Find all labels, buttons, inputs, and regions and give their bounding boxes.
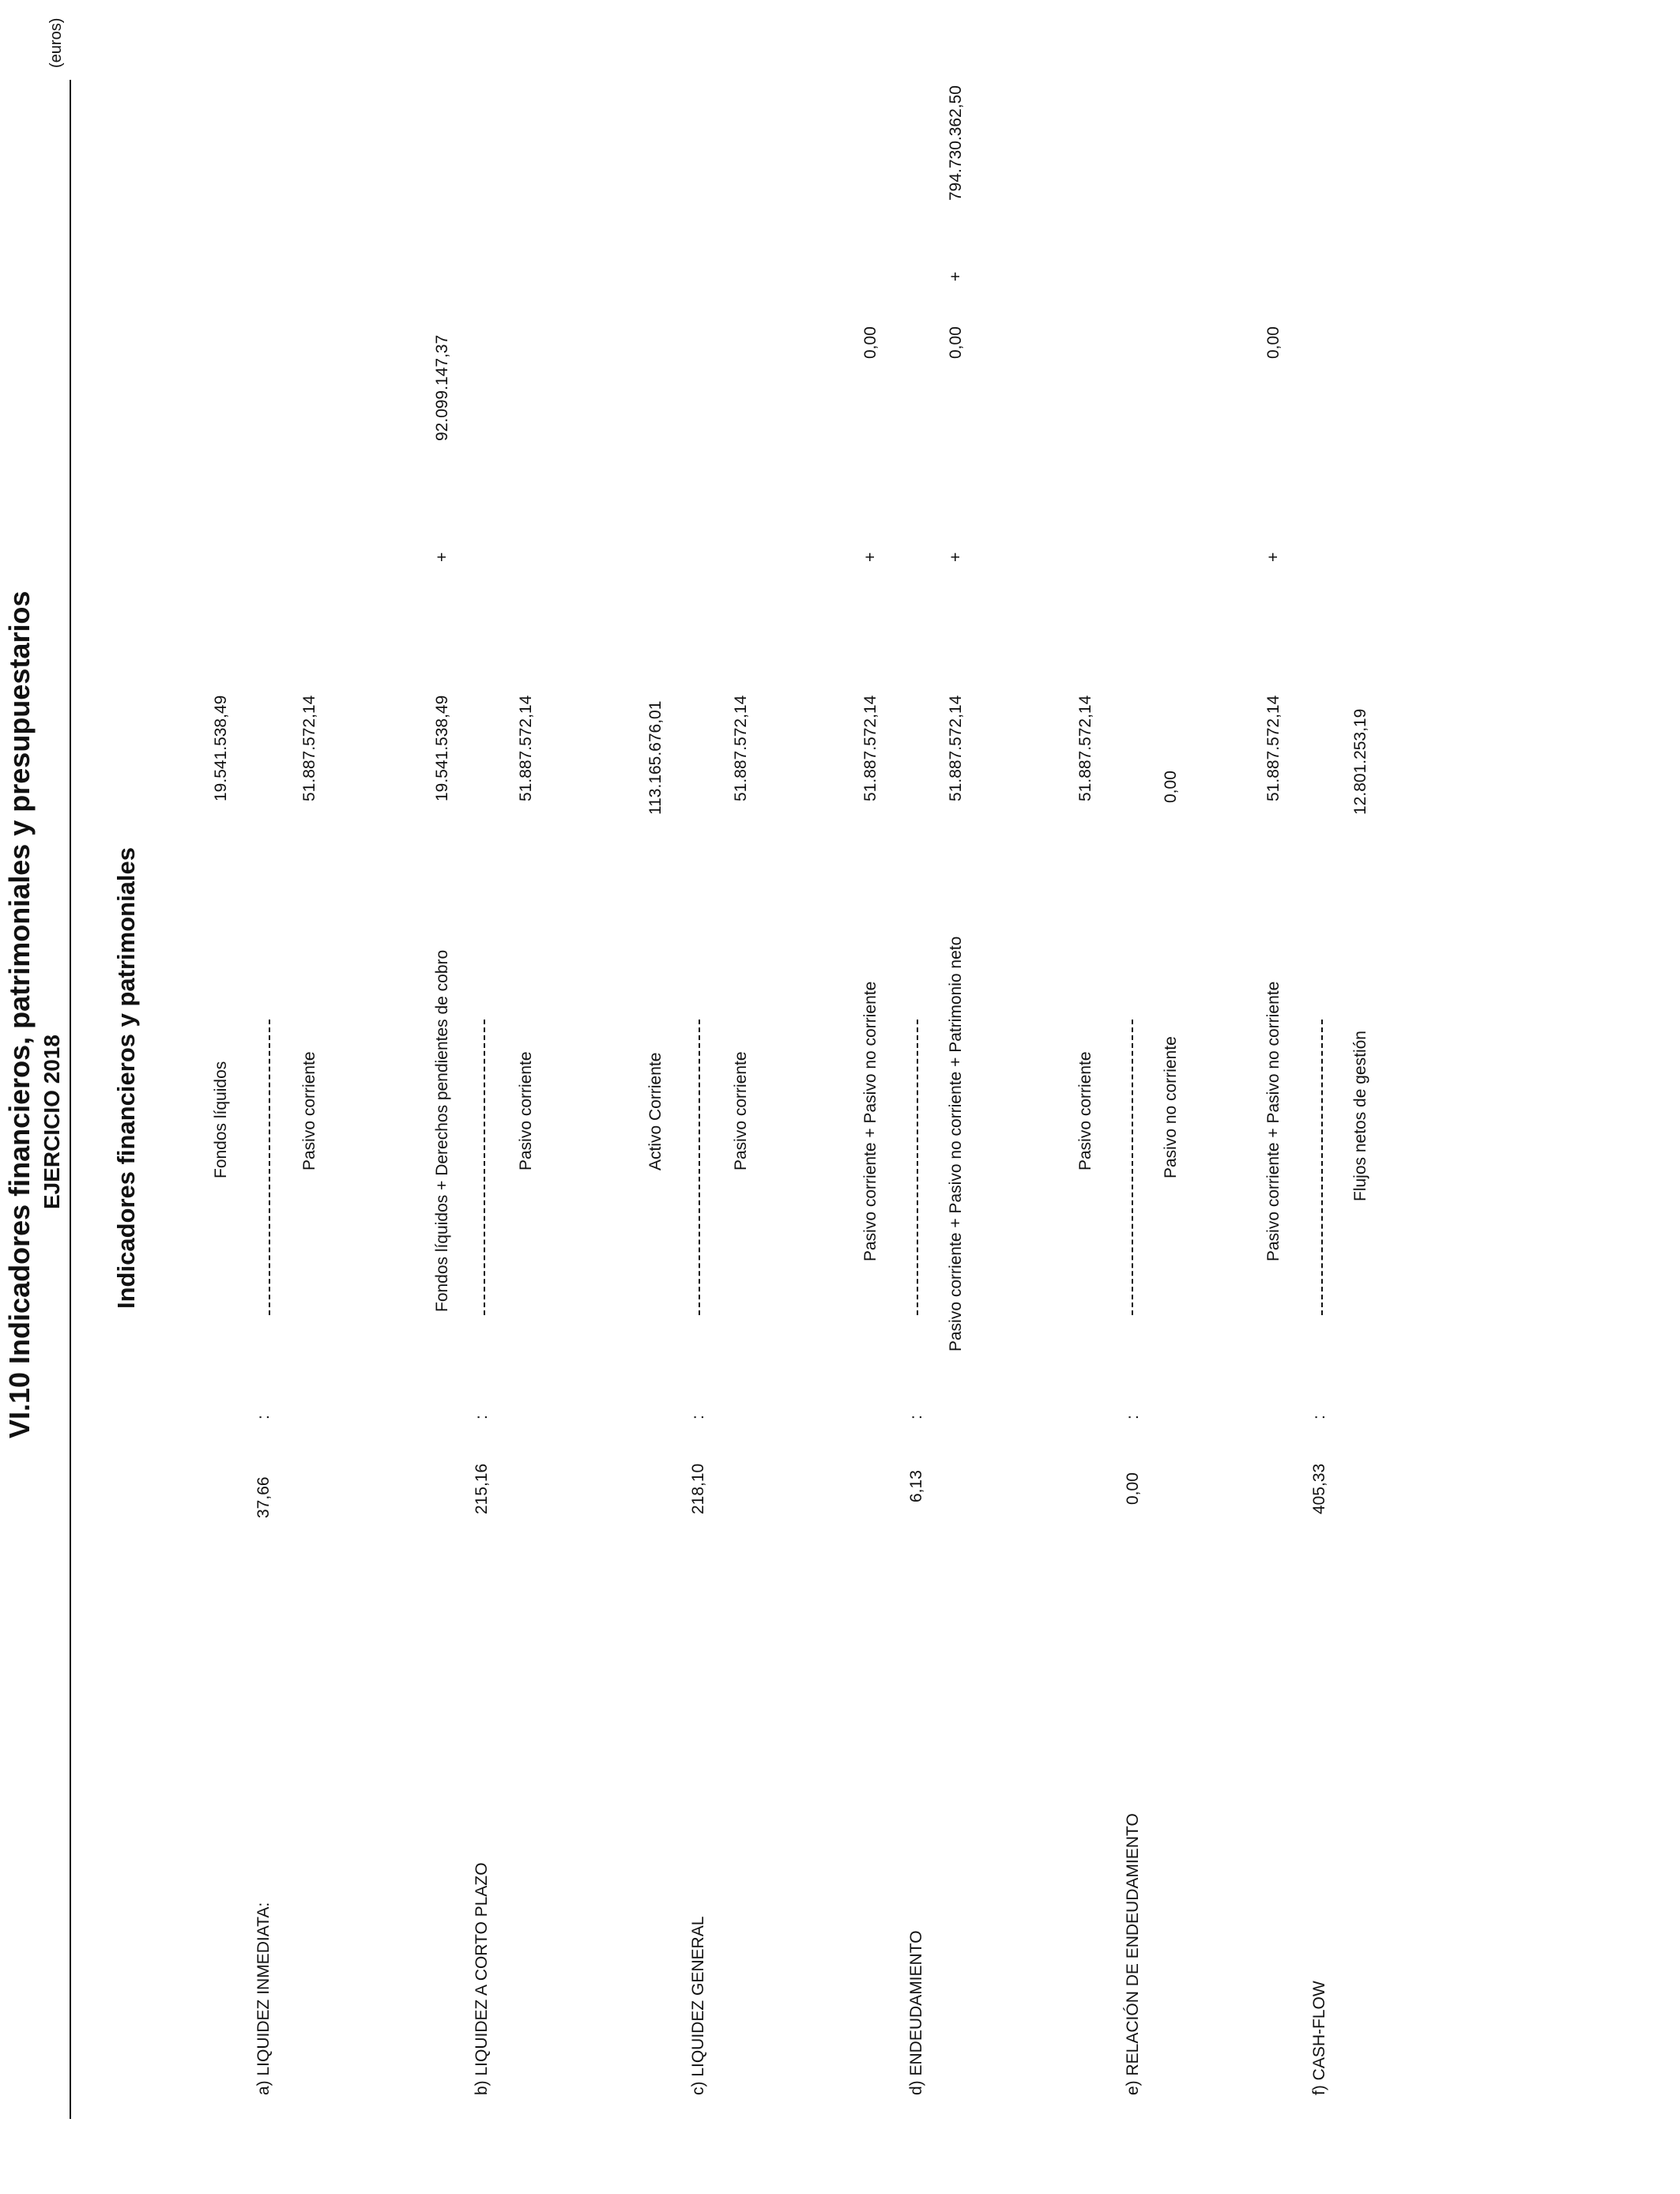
indicator-result: 215,16 xyxy=(473,1463,491,1514)
denominator-value: 51.887.572,14 xyxy=(300,695,318,801)
numerator-label: Pasivo corriente + Pasivo no corriente xyxy=(861,981,880,1261)
indicator-colon: : xyxy=(689,1415,707,1419)
indicator-name: d) ENDEUDAMIENTO xyxy=(907,1930,925,2095)
page-subtitle: EJERCICIO 2018 xyxy=(40,1035,64,1209)
denominator-label: Pasivo corriente + Pasivo no corriente + Patrimonio neto xyxy=(947,936,965,1351)
numerator-plus: + xyxy=(1264,552,1283,562)
numerator-value: 19.541.538,49 xyxy=(433,695,451,801)
indicator-name: b) LIQUIDEZ A CORTO PLAZO xyxy=(473,1862,491,2095)
indicator-colon: : xyxy=(907,1415,925,1419)
denominator-value: 51.887.572,14 xyxy=(947,695,965,801)
numerator-label: Fondos líquidos xyxy=(212,1061,230,1178)
indicator-colon: : xyxy=(473,1415,491,1419)
numerator-value: 19.541.538,49 xyxy=(212,695,230,801)
numerator-plus: + xyxy=(861,552,880,562)
numerator-value-2: 0,00 xyxy=(1264,326,1283,359)
denominator-plus: + xyxy=(947,552,965,562)
numerator-value: 51.887.572,14 xyxy=(1264,695,1283,801)
fraction-line xyxy=(917,1020,918,1315)
indicator-result: 405,33 xyxy=(1310,1463,1328,1514)
denominator-label: Pasivo no corriente xyxy=(1162,1036,1180,1178)
fraction-line xyxy=(1321,1020,1323,1315)
fraction-line xyxy=(269,1020,270,1315)
indicator-name: f) CASH-FLOW xyxy=(1310,1981,1328,2095)
denominator-label: Pasivo corriente xyxy=(732,1051,750,1171)
indicator-result: 218,10 xyxy=(689,1463,707,1514)
indicator-name: a) LIQUIDEZ INMEDIATA: xyxy=(254,1902,273,2095)
fraction-line xyxy=(1132,1020,1133,1315)
denominator-value-3: 794.730.362,50 xyxy=(947,85,965,201)
denominator-value: 12.801.253,19 xyxy=(1351,708,1369,815)
numerator-plus: + xyxy=(433,552,451,562)
fraction-line xyxy=(699,1020,700,1315)
denominator-value: 51.887.572,14 xyxy=(517,695,535,801)
page-title: VI.10 Indicadores financieros, patrimoniales y presupuestarios xyxy=(3,590,36,1438)
numerator-label: Pasivo corriente xyxy=(1076,1051,1094,1171)
numerator-label: Fondos líquidos + Derechos pendientes de cobro xyxy=(433,949,451,1312)
unit-label: (euros) xyxy=(47,17,65,68)
denominator-label: Pasivo corriente xyxy=(517,1051,535,1171)
numerator-label: Activo Corriente xyxy=(646,1052,665,1171)
numerator-value-2: 92.099.147,37 xyxy=(433,334,451,441)
header-rule xyxy=(70,80,71,2119)
denominator-label: Pasivo corriente xyxy=(300,1051,318,1171)
indicator-name: c) LIQUIDEZ GENERAL xyxy=(689,1916,707,2095)
indicator-result: 0,00 xyxy=(1124,1472,1142,1505)
denominator-label: Flujos netos de gestión xyxy=(1351,1031,1369,1201)
indicator-result: 6,13 xyxy=(907,1470,925,1502)
denominator-value: 0,00 xyxy=(1162,771,1180,803)
numerator-value: 51.887.572,14 xyxy=(1076,695,1094,801)
indicator-result: 37,66 xyxy=(254,1476,273,1518)
numerator-value: 113.165.676,01 xyxy=(646,700,665,815)
indicator-colon: : xyxy=(1124,1415,1142,1419)
denominator-plus-2: + xyxy=(947,271,965,281)
indicator-name: e) RELACIÓN DE ENDEUDAMIENTO xyxy=(1124,1813,1142,2095)
numerator-value: 51.887.572,14 xyxy=(861,695,880,801)
indicator-colon: : xyxy=(1310,1415,1328,1419)
denominator-value-2: 0,00 xyxy=(947,326,965,359)
numerator-value-2: 0,00 xyxy=(861,326,880,359)
numerator-label: Pasivo corriente + Pasivo no corriente xyxy=(1264,981,1283,1261)
indicator-colon: : xyxy=(254,1415,273,1419)
section-title: Indicadores financieros y patrimoniales xyxy=(112,846,140,1309)
fraction-line xyxy=(484,1020,485,1315)
denominator-value: 51.887.572,14 xyxy=(732,695,750,801)
